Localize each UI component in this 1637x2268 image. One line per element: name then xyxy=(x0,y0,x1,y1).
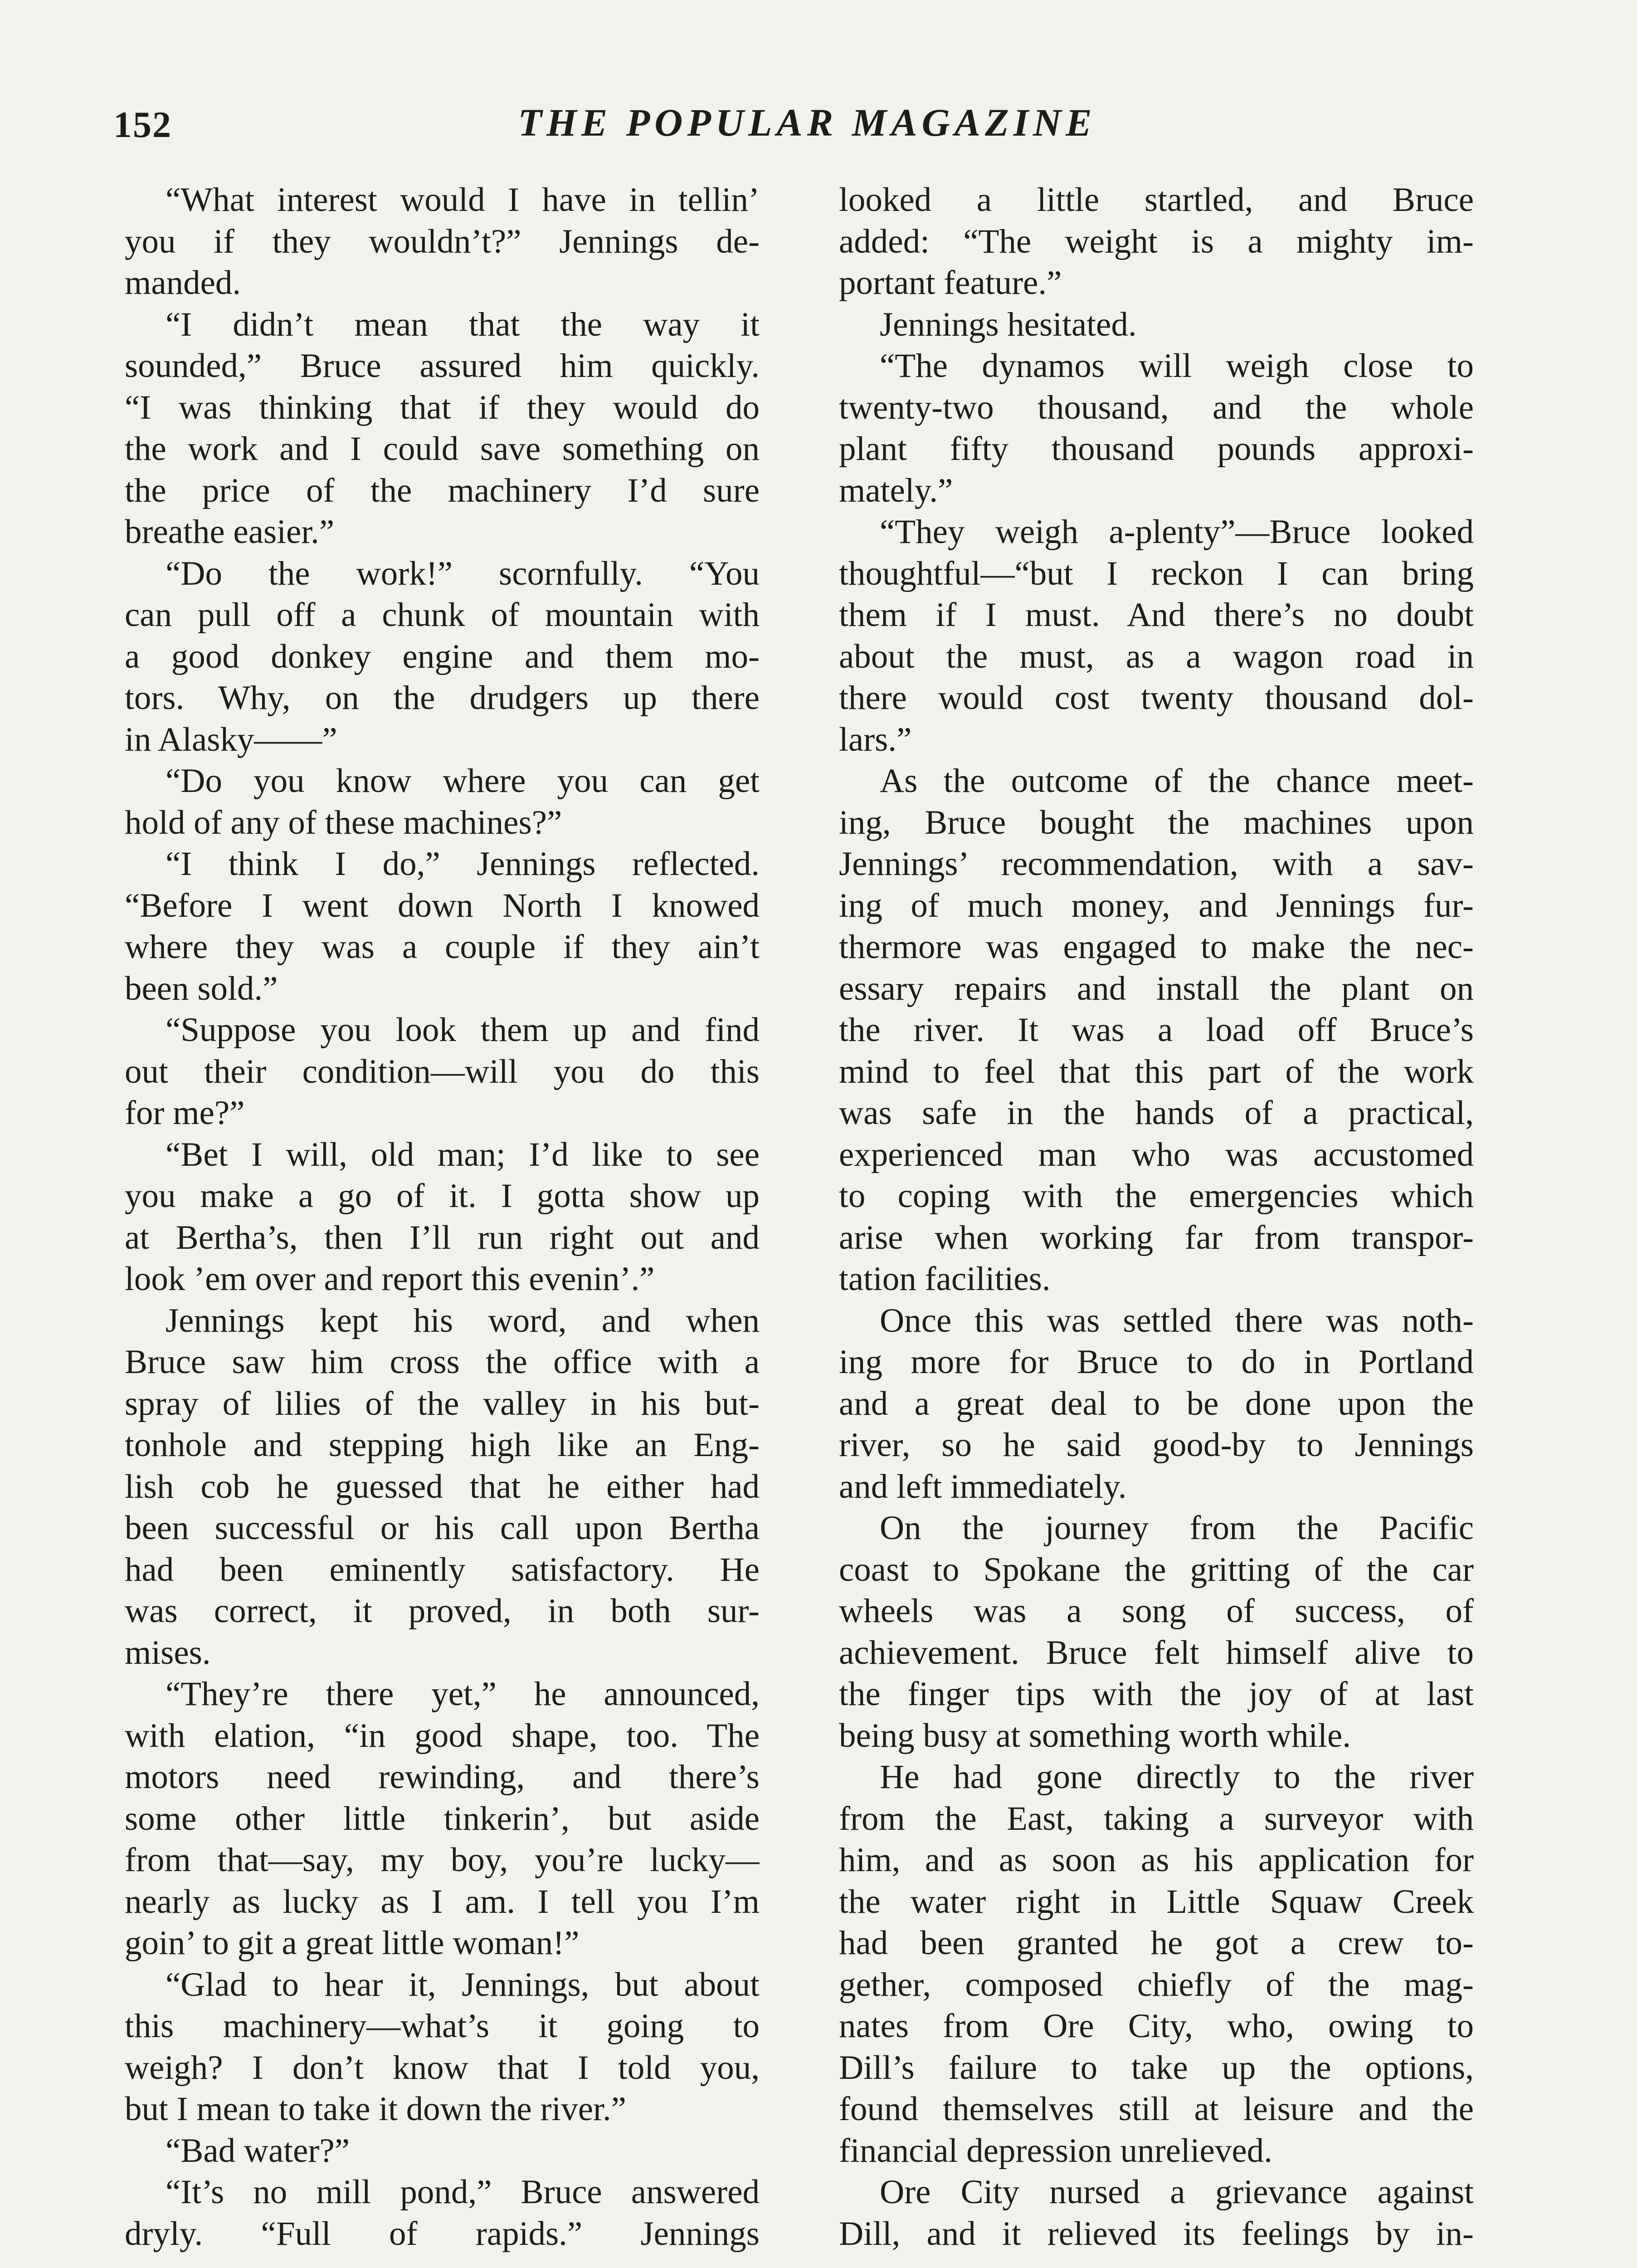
text-line: “Suppose you look them up and find xyxy=(166,1011,760,1049)
text-line: As the outcome of the chance meet- xyxy=(880,762,1474,800)
text-line: Jennings hesitated. xyxy=(880,305,1137,343)
text-line: mises. xyxy=(125,1633,211,1672)
text-line: tonhole and stepping high like an Eng- xyxy=(125,1426,760,1464)
text-line: “What interest would I have in tellin’ xyxy=(166,181,760,219)
text-line: the price of the machinery I’d sure xyxy=(125,471,760,509)
text-line: gether, composed chiefly of the mag- xyxy=(839,1965,1474,2004)
text-line: river, so he said good-by to Jennings xyxy=(839,1426,1474,1464)
text-line: had been granted he got a crew to- xyxy=(839,1924,1474,1962)
text-line: a good donkey engine and them mo- xyxy=(125,637,760,675)
text-line: and a great deal to be done upon the xyxy=(839,1384,1474,1422)
text-line: Jennings’ recommendation, with a sav- xyxy=(839,845,1474,883)
page-header xyxy=(113,95,1501,150)
text-line: achievement. Bruce felt himself alive to xyxy=(839,1633,1474,1672)
text-line: the finger tips with the joy of at last xyxy=(839,1675,1474,1713)
text-line: hold of any of these machines?” xyxy=(125,803,562,841)
text-line: with elation, “in good shape, too. The xyxy=(125,1716,760,1755)
text-line: essary repairs and install the plant on xyxy=(839,969,1474,1007)
text-line: been sold.” xyxy=(125,969,278,1007)
text-line: was safe in the hands of a practical, xyxy=(839,1094,1474,1132)
text-line: mately.” xyxy=(839,471,953,509)
text-line: He had gone directly to the river xyxy=(880,1758,1474,1796)
text-line: the river. It was a load off Bruce’s xyxy=(839,1011,1474,1049)
text-line: “I didn’t mean that the way it xyxy=(166,305,760,343)
text-line: “Before I went down North I knowed xyxy=(125,886,760,924)
text-line: where they was a couple if they ain’t xyxy=(125,928,760,966)
text-line: experienced man who was accustomed xyxy=(839,1135,1474,1173)
text-line: for me?” xyxy=(125,1094,245,1132)
text-line: from the East, taking a surveyor with xyxy=(839,1799,1474,1838)
text-line: “I was thinking that if they would do xyxy=(125,388,760,426)
text-line: “It’s no mill pond,” Bruce answered xyxy=(166,2173,760,2211)
text-line: “The dynamos will weigh close to xyxy=(880,347,1474,385)
text-line: plant fifty thousand pounds approxi- xyxy=(839,430,1474,468)
text-line: “Bad water?” xyxy=(166,2131,350,2170)
text-line: but I mean to take it down the river.” xyxy=(125,2090,626,2128)
text-line: “They weigh a-plenty”—Bruce looked xyxy=(880,513,1474,551)
text-line: twenty-two thousand, and the whole xyxy=(839,388,1474,426)
page-number: 152 xyxy=(113,104,172,145)
text-line: been successful or his call upon Bertha xyxy=(125,1509,760,1547)
text-line: thermore was engaged to make the nec- xyxy=(839,928,1474,966)
text-line: from that—say, my boy, you’re lucky— xyxy=(125,1841,760,1879)
text-line: him, and as soon as his application for xyxy=(839,1841,1474,1879)
text-line: the work and I could save something on xyxy=(125,430,760,468)
text-line: “Glad to hear it, Jennings, but about xyxy=(166,1965,760,2004)
text-line: there would cost twenty thousand dol- xyxy=(839,679,1474,717)
text-line: look ’em over and report this evenin’.” xyxy=(125,1260,655,1298)
text-line: them if I must. And there’s no doubt xyxy=(839,596,1474,634)
text-line: nates from Ore City, who, owing to xyxy=(839,2007,1474,2045)
left-text-column xyxy=(125,179,760,2254)
text-line: wheels was a song of success, of xyxy=(839,1592,1474,1630)
text-line: weigh? I don’t know that I told you, xyxy=(125,2048,760,2087)
text-line: tation facilities. xyxy=(839,1260,1051,1298)
text-line: you make a go of it. I gotta show up xyxy=(125,1177,760,1215)
text-line: dryly. “Full of rapids.” Jennings xyxy=(125,2214,760,2253)
text-line: Ore City nursed a grievance against xyxy=(880,2173,1474,2211)
text-line: you if they wouldn’t?” Jennings de- xyxy=(125,222,760,260)
text-line: found themselves still at leisure and the xyxy=(839,2090,1474,2128)
text-line: in Alasky——” xyxy=(125,720,337,758)
text-line: ing of much money, and Jennings fur- xyxy=(839,886,1474,924)
text-line: added: “The weight is a mighty im- xyxy=(839,222,1474,260)
text-line: Dill’s failure to take up the options, xyxy=(839,2048,1474,2087)
text-line: lish cob he guessed that he either had xyxy=(125,1467,760,1505)
text-line: mind to feel that this part of the work xyxy=(839,1052,1474,1090)
text-line: “I think I do,” Jennings reflected. xyxy=(166,845,760,883)
text-line: Dill, and it relieved its feelings by in- xyxy=(839,2214,1474,2253)
text-line: thoughtful—“but I reckon I can bring xyxy=(839,554,1474,592)
text-line: out their condition—will you do this xyxy=(125,1052,760,1090)
text-line: tors. Why, on the drudgers up there xyxy=(125,679,760,717)
text-line: had been eminently satisfactory. He xyxy=(125,1550,760,1589)
text-line: ing more for Bruce to do in Portland xyxy=(839,1343,1474,1381)
text-line: Once this was settled there was noth- xyxy=(880,1301,1474,1339)
text-line: about the must, as a wagon road in xyxy=(839,637,1474,675)
running-title: THE POPULAR MAGAZINE xyxy=(518,101,1096,144)
text-line: at Bertha’s, then I’ll run right out and xyxy=(125,1218,760,1256)
text-line: lars.” xyxy=(839,720,912,758)
text-line: financial depression unrelieved. xyxy=(839,2131,1272,2170)
text-line: goin’ to git a great little woman!” xyxy=(125,1924,580,1962)
text-line: and left immediately. xyxy=(839,1467,1127,1505)
text-line: can pull off a chunk of mountain with xyxy=(125,596,760,634)
text-line: sounded,” Bruce assured him quickly. xyxy=(125,347,760,385)
text-line: “Do you know where you can get xyxy=(166,762,760,800)
text-line: ing, Bruce bought the machines upon xyxy=(839,803,1474,841)
text-line: was correct, it proved, in both sur- xyxy=(125,1592,760,1630)
text-line: to coping with the emergencies which xyxy=(839,1177,1474,1215)
text-line: portant feature.” xyxy=(839,264,1062,302)
text-line: Jennings kept his word, and when xyxy=(166,1301,760,1339)
right-text-column xyxy=(839,179,1474,2254)
text-line: Bruce saw him cross the office with a xyxy=(125,1343,760,1381)
text-line: this machinery—what’s it going to xyxy=(125,2007,760,2045)
text-line: spray of lilies of the valley in his but- xyxy=(125,1384,760,1422)
text-line: On the journey from the Pacific xyxy=(880,1509,1474,1547)
text-line: arise when working far from transpor- xyxy=(839,1218,1474,1256)
text-line: coast to Spokane the gritting of the car xyxy=(839,1550,1474,1589)
text-line: motors need rewinding, and there’s xyxy=(125,1758,760,1796)
text-line: some other little tinkerin’, but aside xyxy=(125,1799,760,1838)
text-line: being busy at something worth while. xyxy=(839,1716,1351,1755)
text-line: looked a little startled, and Bruce xyxy=(839,181,1474,219)
text-line: nearly as lucky as I am. I tell you I’m xyxy=(125,1882,760,1921)
text-line: “They’re there yet,” he announced, xyxy=(166,1675,760,1713)
text-line: breathe easier.” xyxy=(125,513,335,551)
text-line: the water right in Little Squaw Creek xyxy=(839,1882,1474,1921)
text-line: manded. xyxy=(125,264,241,302)
text-line: “Do the work!” scornfully. “You xyxy=(166,554,760,592)
text-line: “Bet I will, old man; I’d like to see xyxy=(166,1135,760,1173)
